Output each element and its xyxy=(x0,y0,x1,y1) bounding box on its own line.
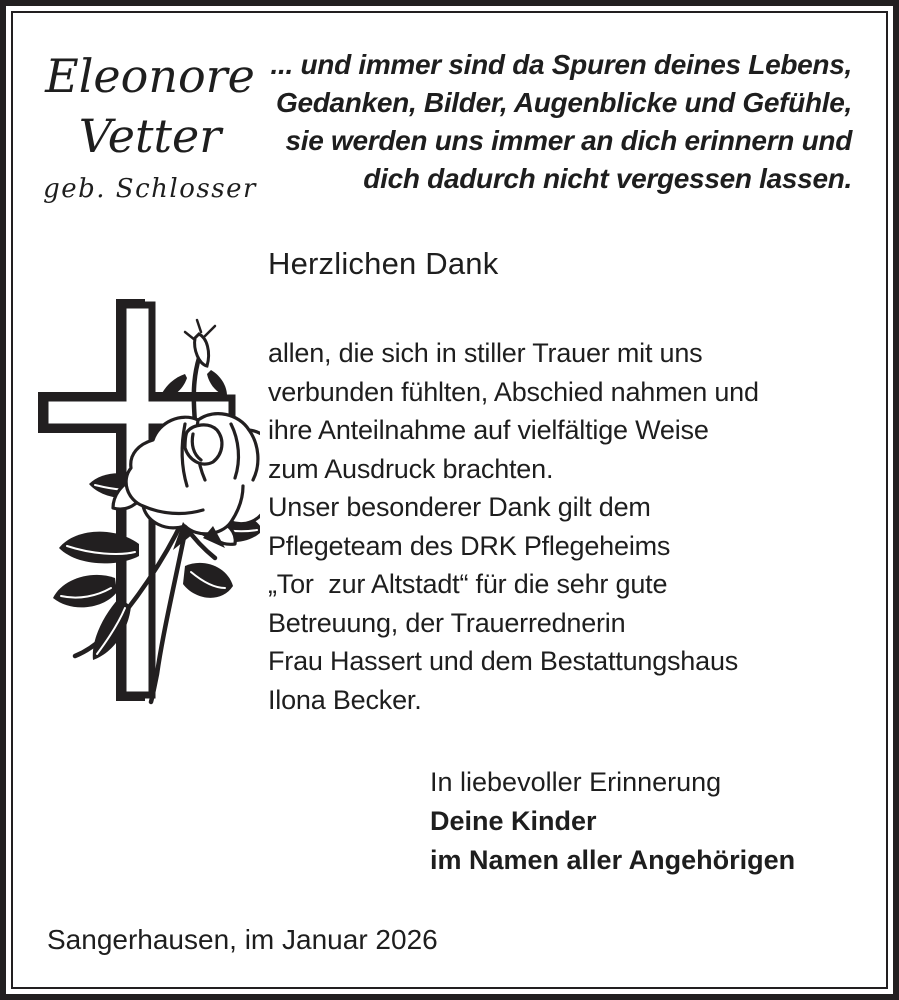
thanks-text-line: Frau Hassert und dem Bestattungshaus xyxy=(268,646,739,676)
epigraph-line: dich dadurch nicht vergessen lassen. xyxy=(363,163,852,194)
thanks-text-line: Ilona Becker. xyxy=(268,684,422,715)
thanks-text-line: „Tor zur Altstadt“ für die sehr gute xyxy=(268,569,668,599)
thanks-text-block xyxy=(268,334,759,719)
deceased-last-name: Vetter xyxy=(78,109,222,163)
closing-line-relatives: im Namen aller Angehörigen xyxy=(430,845,796,875)
closing-line-children: Deine Kinder xyxy=(430,806,597,836)
closing-block xyxy=(430,763,795,880)
thanks-text-line: Pflegeteam des DRK Pflegeheims xyxy=(268,530,671,561)
thanks-text-line: allen, die sich in stiller Trauer mit uns xyxy=(268,338,703,368)
epigraph-line: sie werden uns immer an dich erinnern und xyxy=(285,125,852,156)
deceased-birth-name: geb. Schlosser xyxy=(43,174,257,204)
deceased-first-name: Eleonore xyxy=(45,49,255,103)
place-date-line: Sangerhausen, im Januar 2026 xyxy=(47,924,438,955)
thanks-text-line: zum Ausdruck brachten. xyxy=(268,453,554,484)
thanks-text-line: Betreuung, der Trauerrednerin xyxy=(268,607,626,638)
thanks-text-line: verbunden fühlten, Abschied nahmen und xyxy=(268,376,759,407)
thanks-heading: Herzlichen Dank xyxy=(268,246,499,281)
cross-rose-icon xyxy=(35,282,260,717)
thanks-text-line: ihre Anteilnahme auf vielfältige Weise xyxy=(268,415,709,445)
thanks-text-line: Unser besonderer Dank gilt dem xyxy=(268,492,651,522)
epigraph-line: ... und immer sind da Spuren deines Lebens, xyxy=(270,49,852,80)
epigraph-line: Gedanken, Bilder, Augenblicke und Gefühle, xyxy=(275,87,852,118)
closing-line-memory: In liebevoller Erinnerung xyxy=(430,767,722,797)
epigraph-block xyxy=(232,46,852,198)
